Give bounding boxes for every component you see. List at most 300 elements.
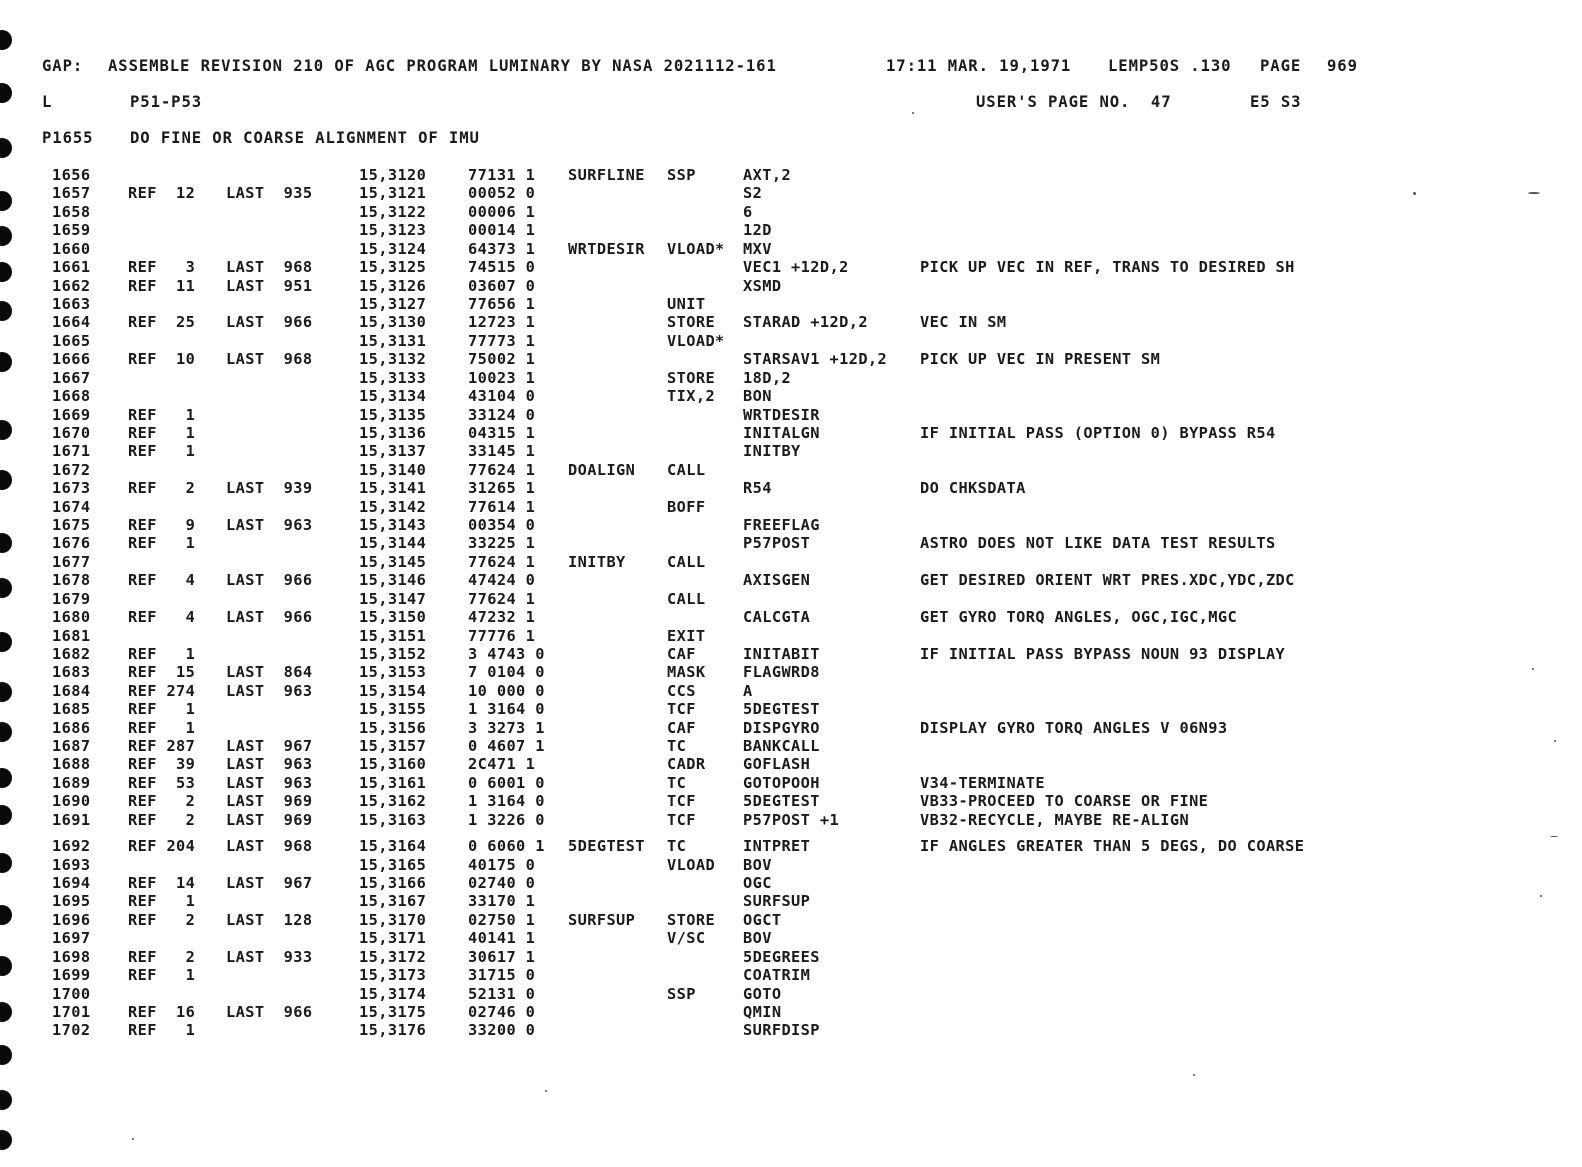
row-address: 15,3144 xyxy=(359,534,427,553)
row-operand: WRTDESIR xyxy=(743,405,820,424)
row-line-number: 1674 xyxy=(52,497,91,516)
row-address: 15,3133 xyxy=(359,368,427,387)
row-operand: P57POST +1 xyxy=(743,810,840,829)
row-operand: VEC1 +12D,2 xyxy=(743,258,849,277)
row-ref-count: REF 2 xyxy=(128,910,196,929)
row-operand: GOTOPOOH xyxy=(743,773,820,792)
row-operand: 5DEGREES xyxy=(743,947,820,966)
row-ref-count: REF 287 xyxy=(128,737,196,755)
row-line-number: 1695 xyxy=(52,892,91,911)
row-address: 15,3154 xyxy=(359,681,427,700)
row-operand: GOFLASH xyxy=(743,755,811,774)
row-address: 15,3137 xyxy=(359,442,427,461)
row-octal-code: 03607 0 xyxy=(468,276,536,295)
row-address: 15,3155 xyxy=(359,700,427,719)
row-octal-code: 77624 1 xyxy=(468,552,536,571)
print-timestamp: 17:11 MAR. 19,1971 xyxy=(886,57,1072,75)
row-octal-code: 0 6001 0 xyxy=(468,773,545,792)
row-line-number: 1659 xyxy=(52,221,91,240)
row-address: 15,3170 xyxy=(359,910,427,929)
row-octal-code: 02740 0 xyxy=(468,874,536,892)
row-line-number: 1690 xyxy=(52,792,91,811)
row-octal-code: 77614 1 xyxy=(468,497,536,516)
row-line-number: 1676 xyxy=(52,534,91,553)
paper-speck xyxy=(545,1090,547,1092)
feed-hole xyxy=(0,262,12,282)
row-address: 15,3134 xyxy=(359,387,427,405)
row-address: 15,3143 xyxy=(359,516,427,534)
row-comment: IF INITIAL PASS (OPTION 0) BYPASS R54 xyxy=(920,423,1276,442)
row-line-number: 1658 xyxy=(52,202,91,221)
row-octal-code: 77776 1 xyxy=(468,626,536,645)
row-operand: INITABIT xyxy=(743,644,820,663)
row-address: 15,3175 xyxy=(359,1002,427,1021)
users-page-number: USER'S PAGE NO. 47 xyxy=(976,93,1172,111)
row-octal-code: 33124 0 xyxy=(468,405,536,424)
row-ref-count: REF 25 xyxy=(128,313,196,332)
row-address: 15,3123 xyxy=(359,221,427,240)
row-octal-code: 47424 0 xyxy=(468,571,536,590)
row-line-number: 1681 xyxy=(52,626,91,645)
row-ref-count: REF 1 xyxy=(128,534,196,553)
row-line-number: 1686 xyxy=(52,718,91,737)
row-octal-code: 3 4743 0 xyxy=(468,644,545,663)
gap-label: GAP: xyxy=(42,57,84,75)
row-opcode: SSP xyxy=(667,984,696,1003)
row-address: 15,3150 xyxy=(359,608,427,627)
row-last-ref: LAST 969 xyxy=(226,810,313,829)
row-comment: PICK UP VEC IN REF, TRANS TO DESIRED SH xyxy=(920,258,1295,277)
row-operand: DISPGYRO xyxy=(743,718,820,737)
row-line-number: 1670 xyxy=(52,423,91,442)
row-last-ref: LAST 968 xyxy=(226,350,313,369)
row-octal-code: 52131 0 xyxy=(468,984,536,1003)
row-operand: AXISGEN xyxy=(743,571,811,590)
row-octal-code: 7 0104 0 xyxy=(468,663,545,682)
row-ref-count: REF 12 xyxy=(128,184,196,203)
version-code: E5 S3 xyxy=(1250,93,1302,111)
row-octal-code: 00014 1 xyxy=(468,221,536,240)
row-last-ref: LAST 966 xyxy=(226,571,313,590)
row-operand: A xyxy=(743,681,753,700)
row-operand: 18D,2 xyxy=(743,368,792,387)
row-last-ref: LAST 966 xyxy=(226,313,313,332)
row-line-number: 1667 xyxy=(52,368,91,387)
row-opcode: TCF xyxy=(667,700,696,719)
row-ref-count: REF 4 xyxy=(128,608,196,627)
row-address: 15,3135 xyxy=(359,405,427,424)
row-operand: OGCT xyxy=(743,910,782,929)
row-opcode: TCF xyxy=(667,810,696,829)
row-operand: INTPRET xyxy=(743,837,811,856)
listing-type: L xyxy=(42,93,53,111)
row-octal-code: 33200 0 xyxy=(468,1021,536,1040)
row-octal-code: 33170 1 xyxy=(468,892,536,911)
row-line-number: 1666 xyxy=(52,350,91,369)
row-label: SURFSUP xyxy=(568,910,636,929)
row-line-number: 1660 xyxy=(52,239,91,258)
row-label: WRTDESIR xyxy=(568,239,645,258)
row-comment: IF INITIAL PASS BYPASS NOUN 93 DISPLAY xyxy=(920,644,1286,663)
row-opcode: VLOAD xyxy=(667,855,716,874)
row-opcode: UNIT xyxy=(667,294,706,313)
row-octal-code: 12723 1 xyxy=(468,313,536,332)
row-address: 15,3173 xyxy=(359,966,427,985)
row-address: 15,3161 xyxy=(359,773,427,792)
row-line-number: 1663 xyxy=(52,294,91,313)
row-operand: 6 xyxy=(743,202,753,221)
row-line-number: 1697 xyxy=(52,929,91,948)
feed-hole xyxy=(0,420,12,440)
row-line-number: 1672 xyxy=(52,460,91,479)
row-octal-code: 0 6060 1 xyxy=(468,837,545,856)
feed-hole xyxy=(0,1090,12,1110)
row-address: 15,3121 xyxy=(359,184,427,203)
row-ref-count: REF 2 xyxy=(128,792,196,811)
row-address: 15,3126 xyxy=(359,276,427,295)
row-address: 15,3152 xyxy=(359,644,427,663)
row-comment: GET GYRO TORQ ANGLES, OGC,IGC,MGC xyxy=(920,608,1238,627)
row-operand: R54 xyxy=(743,479,772,498)
row-line-number: 1694 xyxy=(52,874,91,892)
row-octal-code: 77773 1 xyxy=(468,331,536,350)
row-line-number: 1687 xyxy=(52,737,91,755)
row-line-number: 1682 xyxy=(52,644,91,663)
row-opcode: VLOAD* xyxy=(667,331,725,350)
row-last-ref: LAST 968 xyxy=(226,837,313,856)
row-address: 15,3176 xyxy=(359,1021,427,1040)
row-ref-count: REF 1 xyxy=(128,718,196,737)
row-opcode: STORE xyxy=(667,910,716,929)
row-ref-count: REF 3 xyxy=(128,258,196,277)
row-ref-count: REF 2 xyxy=(128,479,196,498)
row-address: 15,3131 xyxy=(359,331,427,350)
row-address: 15,3132 xyxy=(359,350,427,369)
feed-hole xyxy=(0,301,12,321)
row-line-number: 1678 xyxy=(52,571,91,590)
row-operand: 12D xyxy=(743,221,772,240)
row-address: 15,3156 xyxy=(359,718,427,737)
feed-hole xyxy=(0,352,12,372)
section-id: P1655 xyxy=(42,129,94,147)
row-octal-code: 40141 1 xyxy=(468,929,536,948)
paper-speck xyxy=(1554,740,1556,742)
row-octal-code: 04315 1 xyxy=(468,423,536,442)
row-octal-code: 02746 0 xyxy=(468,1002,536,1021)
row-octal-code: 33145 1 xyxy=(468,442,536,461)
row-comment: IF ANGLES GREATER THAN 5 DEGS, DO COARSE xyxy=(920,837,1305,856)
row-operand: INITBY xyxy=(743,442,801,461)
feed-hole xyxy=(0,1045,12,1065)
row-line-number: 1684 xyxy=(52,681,91,700)
row-opcode: CALL xyxy=(667,552,706,571)
row-line-number: 1698 xyxy=(52,947,91,966)
row-last-ref: LAST 963 xyxy=(226,516,313,534)
row-opcode: VLOAD* xyxy=(667,239,725,258)
row-comment: GET DESIRED ORIENT WRT PRES.XDC,YDC,ZDC xyxy=(920,571,1295,590)
section-heading xyxy=(0,128,480,148)
row-address: 15,3165 xyxy=(359,855,427,874)
row-address: 15,3147 xyxy=(359,589,427,608)
row-address: 15,3157 xyxy=(359,737,427,755)
row-operand: INITALGN xyxy=(743,423,820,442)
feed-hole xyxy=(0,805,12,825)
row-label: SURFLINE xyxy=(568,166,645,184)
feed-hole xyxy=(0,1002,12,1022)
row-line-number: 1692 xyxy=(52,837,91,856)
row-line-number: 1662 xyxy=(52,276,91,295)
row-comment: VB33-PROCEED TO COARSE OR FINE xyxy=(920,792,1209,811)
row-address: 15,3151 xyxy=(359,626,427,645)
row-address: 15,3172 xyxy=(359,947,427,966)
row-line-number: 1688 xyxy=(52,755,91,774)
row-last-ref: LAST 128 xyxy=(226,910,313,929)
row-octal-code: 2C471 1 xyxy=(468,755,536,774)
row-operand: BON xyxy=(743,387,772,405)
row-octal-code: 77624 1 xyxy=(468,460,536,479)
row-address: 15,3153 xyxy=(359,663,427,682)
row-operand: STARAD +12D,2 xyxy=(743,313,868,332)
row-line-number: 1664 xyxy=(52,313,91,332)
row-line-number: 1691 xyxy=(52,810,91,829)
row-opcode: TC xyxy=(667,773,687,792)
row-comment: V34-TERMINATE xyxy=(920,773,1045,792)
row-last-ref: LAST 966 xyxy=(226,1002,313,1021)
row-address: 15,3130 xyxy=(359,313,427,332)
feed-hole xyxy=(0,722,12,742)
lemp-id: LEMP50S .130 xyxy=(1108,57,1232,75)
row-octal-code: 1 3164 0 xyxy=(468,700,545,719)
feed-hole xyxy=(0,853,12,873)
row-operand: SURFSUP xyxy=(743,892,811,911)
row-address: 15,3160 xyxy=(359,755,427,774)
row-octal-code: 1 3164 0 xyxy=(468,792,545,811)
row-ref-count: REF 14 xyxy=(128,874,196,892)
row-comment: DISPLAY GYRO TORQ ANGLES V 06N93 xyxy=(920,718,1228,737)
row-ref-count: REF 53 xyxy=(128,773,196,792)
row-opcode: BOFF xyxy=(667,497,706,516)
row-octal-code: 40175 0 xyxy=(468,855,536,874)
row-octal-code: 1 3226 0 xyxy=(468,810,545,829)
row-opcode: CAF xyxy=(667,718,696,737)
paper-speck xyxy=(1532,668,1534,670)
feed-hole xyxy=(0,578,12,598)
row-last-ref: LAST 967 xyxy=(226,874,313,892)
row-comment: VEC IN SM xyxy=(920,313,1007,332)
row-line-number: 1685 xyxy=(52,700,91,719)
row-octal-code: 02750 1 xyxy=(468,910,536,929)
row-address: 15,3122 xyxy=(359,202,427,221)
row-octal-code: 77131 1 xyxy=(468,166,536,184)
paper-speck xyxy=(1413,192,1416,195)
row-label: DOALIGN xyxy=(568,460,636,479)
row-opcode: CCS xyxy=(667,681,696,700)
row-line-number: 1656 xyxy=(52,166,91,184)
row-line-number: 1700 xyxy=(52,984,91,1003)
row-operand: 5DEGTEST xyxy=(743,792,820,811)
row-address: 15,3120 xyxy=(359,166,427,184)
row-opcode: TIX,2 xyxy=(667,387,716,405)
row-last-ref: LAST 864 xyxy=(226,663,313,682)
row-last-ref: LAST 951 xyxy=(226,276,313,295)
row-opcode: CADR xyxy=(667,755,706,774)
row-operand: SURFDISP xyxy=(743,1021,820,1040)
row-octal-code: 75002 1 xyxy=(468,350,536,369)
row-ref-count: REF 1 xyxy=(128,966,196,985)
row-ref-count: REF 10 xyxy=(128,350,196,369)
row-octal-code: 00006 1 xyxy=(468,202,536,221)
row-line-number: 1671 xyxy=(52,442,91,461)
row-operand: S2 xyxy=(743,184,763,203)
row-line-number: 1702 xyxy=(52,1021,91,1040)
feed-hole xyxy=(0,905,12,925)
row-ref-count: REF 1 xyxy=(128,892,196,911)
row-operand: CALCGTA xyxy=(743,608,811,627)
row-line-number: 1661 xyxy=(52,258,91,277)
row-opcode: V/SC xyxy=(667,929,706,948)
feed-hole xyxy=(0,1130,12,1150)
row-ref-count: REF 2 xyxy=(128,947,196,966)
row-last-ref: LAST 968 xyxy=(226,258,313,277)
row-address: 15,3167 xyxy=(359,892,427,911)
row-address: 15,3142 xyxy=(359,497,427,516)
row-octal-code: 31265 1 xyxy=(468,479,536,498)
paper-speck xyxy=(912,112,914,114)
row-ref-count: REF 1 xyxy=(128,442,196,461)
row-address: 15,3171 xyxy=(359,929,427,948)
row-last-ref: LAST 963 xyxy=(226,681,313,700)
row-line-number: 1689 xyxy=(52,773,91,792)
row-line-number: 1675 xyxy=(52,516,91,534)
row-operand: AXT,2 xyxy=(743,166,792,184)
row-ref-count: REF 15 xyxy=(128,663,196,682)
row-last-ref: LAST 967 xyxy=(226,737,313,755)
row-octal-code: 77624 1 xyxy=(468,589,536,608)
row-octal-code: 30617 1 xyxy=(468,947,536,966)
row-opcode: CALL xyxy=(667,589,706,608)
row-ref-count: REF 1 xyxy=(128,423,196,442)
paper-speck xyxy=(132,1138,134,1140)
listing-header xyxy=(0,56,1358,76)
feed-hole xyxy=(0,682,12,702)
page-label: PAGE xyxy=(1260,57,1302,75)
row-operand: STARSAV1 +12D,2 xyxy=(743,350,888,369)
row-last-ref: LAST 963 xyxy=(226,755,313,774)
row-line-number: 1677 xyxy=(52,552,91,571)
row-line-number: 1673 xyxy=(52,479,91,498)
row-address: 15,3141 xyxy=(359,479,427,498)
row-ref-count: REF 9 xyxy=(128,516,196,534)
row-label: 5DEGTEST xyxy=(568,837,645,856)
row-line-number: 1668 xyxy=(52,387,91,405)
row-opcode: CALL xyxy=(667,460,706,479)
row-operand: QMIN xyxy=(743,1002,782,1021)
row-opcode: TC xyxy=(667,737,687,755)
row-operand: P57POST xyxy=(743,534,811,553)
row-last-ref: LAST 939 xyxy=(226,479,313,498)
row-ref-count: REF 1 xyxy=(128,700,196,719)
row-line-number: 1701 xyxy=(52,1002,91,1021)
row-operand: COATRIM xyxy=(743,966,811,985)
feed-hole xyxy=(0,768,12,788)
row-ref-count: REF 1 xyxy=(128,644,196,663)
feed-hole xyxy=(0,956,12,976)
row-octal-code: 10 000 0 xyxy=(468,681,545,700)
row-line-number: 1657 xyxy=(52,184,91,203)
row-address: 15,3127 xyxy=(359,294,427,313)
row-ref-count: REF 39 xyxy=(128,755,196,774)
row-last-ref: LAST 966 xyxy=(226,608,313,627)
row-operand: GOTO xyxy=(743,984,782,1003)
row-octal-code: 00052 0 xyxy=(468,184,536,203)
row-address: 15,3146 xyxy=(359,571,427,590)
row-opcode: EXIT xyxy=(667,626,706,645)
row-last-ref: LAST 935 xyxy=(226,184,313,203)
row-address: 15,3166 xyxy=(359,874,427,892)
listing-title: ASSEMBLE REVISION 210 OF AGC PROGRAM LUMINARY BY NASA 2021112-161 xyxy=(108,57,777,75)
row-operand: OGC xyxy=(743,874,772,892)
row-last-ref: LAST 933 xyxy=(226,947,313,966)
row-octal-code: 77656 1 xyxy=(468,294,536,313)
row-line-number: 1665 xyxy=(52,331,91,350)
row-address: 15,3164 xyxy=(359,837,427,856)
row-line-number: 1696 xyxy=(52,910,91,929)
feed-hole xyxy=(0,226,12,246)
row-line-number: 1680 xyxy=(52,608,91,627)
row-address: 15,3174 xyxy=(359,984,427,1003)
row-octal-code: 64373 1 xyxy=(468,239,536,258)
row-last-ref: LAST 969 xyxy=(226,792,313,811)
row-octal-code: 10023 1 xyxy=(468,368,536,387)
row-comment: PICK UP VEC IN PRESENT SM xyxy=(920,350,1161,369)
section-title: DO FINE OR COARSE ALIGNMENT OF IMU xyxy=(130,129,480,147)
row-octal-code: 47232 1 xyxy=(468,608,536,627)
row-opcode: STORE xyxy=(667,368,716,387)
row-ref-count: REF 204 xyxy=(128,837,196,856)
row-octal-code: 0 4607 1 xyxy=(468,737,545,755)
row-operand: FREEFLAG xyxy=(743,516,820,534)
row-opcode: TC xyxy=(667,837,687,856)
page-number: 969 xyxy=(1327,57,1358,75)
row-line-number: 1669 xyxy=(52,405,91,424)
row-octal-code: 00354 0 xyxy=(468,516,536,534)
row-last-ref: LAST 963 xyxy=(226,773,313,792)
row-octal-code: 33225 1 xyxy=(468,534,536,553)
paper-speck xyxy=(1540,895,1542,897)
listing-subheader xyxy=(0,92,1302,112)
program-range: P51-P53 xyxy=(130,93,203,111)
row-operand: BOV xyxy=(743,929,772,948)
row-ref-count: REF 274 xyxy=(128,681,196,700)
row-ref-count: REF 16 xyxy=(128,1002,196,1021)
row-line-number: 1699 xyxy=(52,966,91,985)
row-operand: MXV xyxy=(743,239,772,258)
row-comment: VB32-RECYCLE, MAYBE RE-ALIGN xyxy=(920,810,1190,829)
row-octal-code: 43104 0 xyxy=(468,387,536,405)
row-address: 15,3163 xyxy=(359,810,427,829)
row-ref-count: REF 1 xyxy=(128,1021,196,1040)
row-line-number: 1683 xyxy=(52,663,91,682)
row-ref-count: REF 2 xyxy=(128,810,196,829)
row-opcode: TCF xyxy=(667,792,696,811)
paper-speck xyxy=(1528,192,1540,194)
row-operand: 5DEGTEST xyxy=(743,700,820,719)
row-octal-code: 3 3273 1 xyxy=(468,718,545,737)
row-ref-count: REF 4 xyxy=(128,571,196,590)
row-opcode: SSP xyxy=(667,166,696,184)
row-address: 15,3162 xyxy=(359,792,427,811)
row-operand: BANKCALL xyxy=(743,737,820,755)
